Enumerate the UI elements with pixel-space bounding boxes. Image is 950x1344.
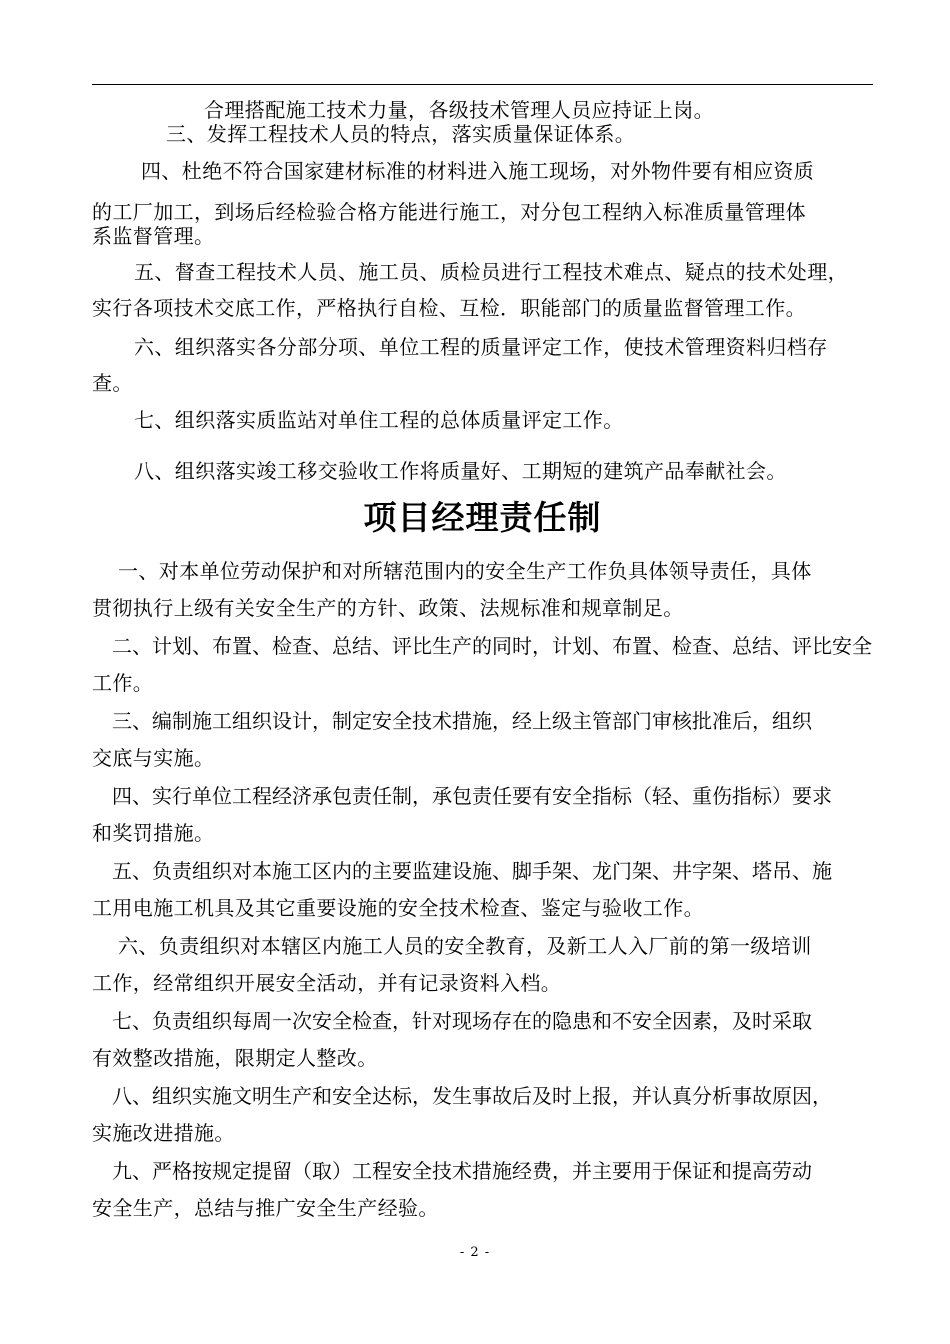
section-heading: 项目经理责任制 [363, 498, 602, 537]
text-line: 工作。 [92, 671, 154, 695]
text-line: 三、编制施工组织设计，制定安全技术措施，经上级主管部门审核批准后，组织 [112, 709, 812, 733]
text-line: 安全生产，总结与推广安全生产经验。 [92, 1196, 439, 1220]
text-line: 实施改进措施。 [92, 1121, 235, 1145]
text-line: 七、负责组织每周一次安全检查，针对现场存在的隐患和不安全因素，及时采取 [112, 1009, 812, 1033]
text-line: 交底与实施。 [92, 746, 215, 770]
header-rule [92, 84, 873, 85]
text-line: 和奖罚措施。 [92, 821, 215, 845]
text-line: 六、负责组织对本辖区内施工人员的安全教育，及新工人入厂前的第一级培训 [118, 934, 812, 958]
text-line: 五、督查工程技术人员、施工员、质检员进行工程技术难点、疑点的技术处理， [134, 260, 848, 284]
text-line: 三、发挥工程技术人员的特点，落实质量保证体系。 [166, 122, 636, 146]
text-line: 查。 [92, 371, 133, 395]
text-line: 有效整改措施，限期定人整改。 [92, 1046, 378, 1070]
text-line: 一、对本单位劳动保护和对所辖范围内的安全生产工作负具体领导责任，具体 [118, 559, 812, 583]
text-line: 二、计划、布置、检查、总结、评比生产的同时，计划、布置、检查、总结、评比安全 [112, 634, 872, 658]
text-line: 实行各项技术交底工作，严格执行自检、互检．职能部门的质量监督管理工作。 [92, 296, 806, 320]
text-line: 的工厂加工，到场后经检验合格方能进行施工，对分包工程纳入标准质量管理体 [92, 200, 806, 224]
text-line: 四、实行单位工程经济承包责任制，承包责任要有安全指标（轻、重伤指标）要求 [112, 784, 832, 808]
text-line: 九、严格按规定提留（取）工程安全技术措施经费，并主要用于保证和提高劳动 [112, 1159, 812, 1183]
text-line: 贯彻执行上级有关安全生产的方针、政策、法规标准和规章制足。 [92, 596, 684, 620]
page-number: - 2 - [459, 1245, 491, 1260]
text-line: 八、组织落实竣工移交验收工作将质量好、工期短的建筑产品奉献社会。 [134, 459, 787, 483]
text-line: 合理搭配施工技术力量，各级技术管理人员应持证上岗。 [204, 98, 714, 122]
text-line: 工用电施工机具及其它重要设施的安全技术检查、鉴定与验收工作。 [92, 896, 704, 920]
text-line: 八、组织实施文明生产和安全达标，发生事故后及时上报，并认真分析事故原因， [112, 1084, 832, 1108]
text-line: 五、负责组织对本施工区内的主要监建设施、脚手架、龙门架、井字架、塔吊、施 [112, 859, 832, 883]
text-line: 系监督管理。 [92, 224, 215, 248]
text-line: 四、杜绝不符合国家建材标准的材料进入施工现场，对外物件要有相应资质 [141, 159, 815, 183]
text-line: 六、组织落实各分部分项、单位工程的质量评定工作，使技术管理资料归档存 [134, 335, 828, 359]
text-line: 工作，经常组织开展安全活动，并有记录资料入档。 [92, 971, 562, 995]
text-line: 七、组织落实质监站对单住工程的总体质量评定工作。 [134, 408, 624, 432]
